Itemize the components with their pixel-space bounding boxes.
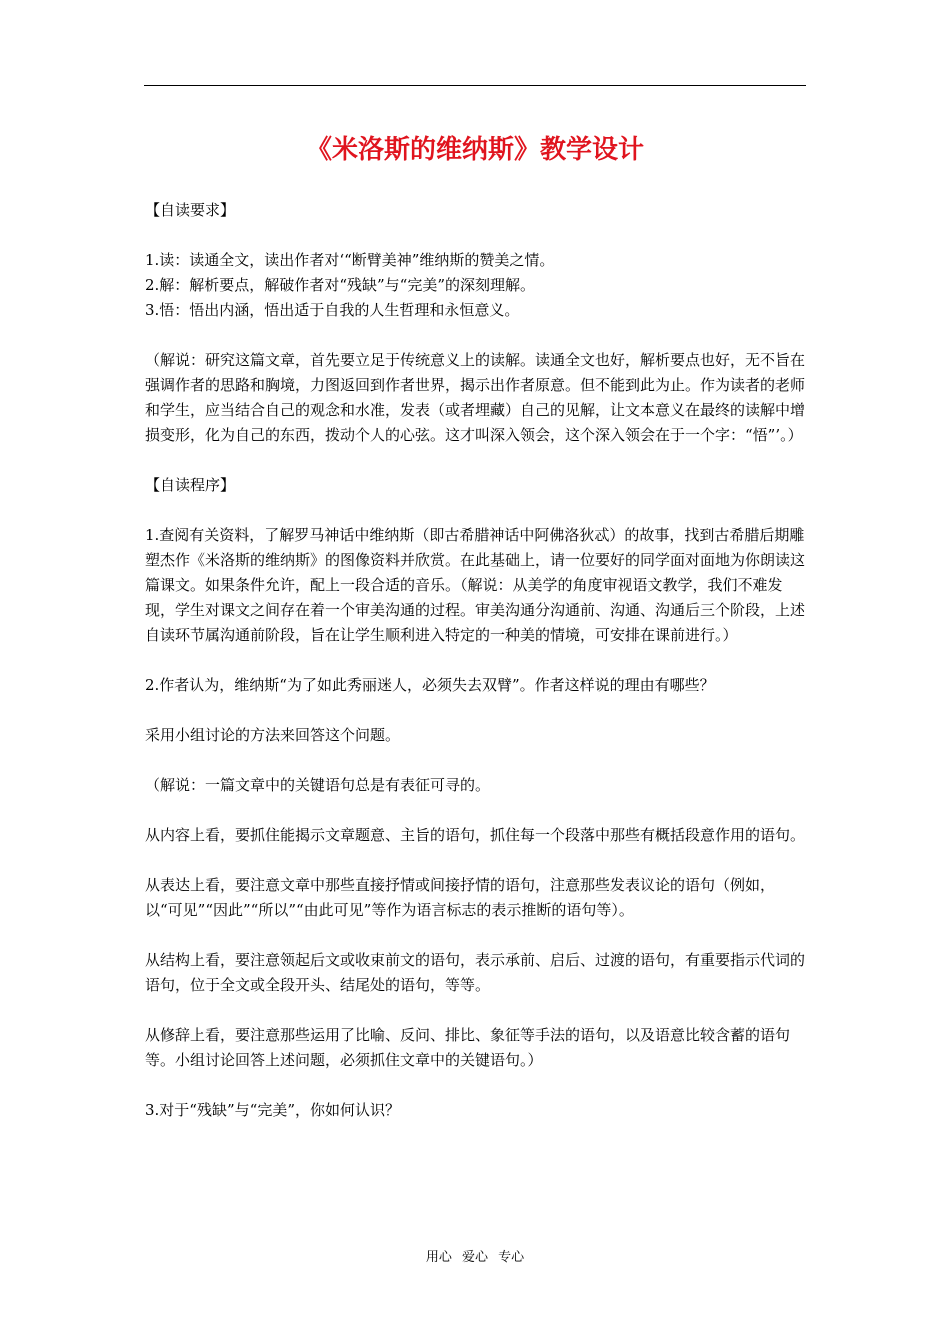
section-heading-requirements: 【自读要求】: [145, 201, 236, 219]
procedure-step-2-note-expression: 从表达上看，要注意文章中那些直接抒情或间接抒情的语句，注意那些发表议论的语句（例如，以“可见”“因此”“所以”“由此可见”等作为语言标志的表示推断的语句等）。: [145, 876, 776, 919]
procedure-step-3: 3.对于“残缺”与“完美”，你如何认识？: [145, 1101, 400, 1119]
procedure-step-2-note-content: 从内容上看，要抓住能揭示文章题意、主旨的语句，抓住每一个段落中那些有概括段意作用的语句。: [145, 826, 806, 844]
requirement-comprehend: 3.悟：悟出内涵，悟出适于自我的人生哲理和永恒意义。: [145, 301, 520, 319]
procedure-step-2: 2.作者认为，维纳斯“为了如此秀丽迷人，必须失去双臂”。作者这样说的理由有哪些？: [145, 676, 715, 694]
section-heading-procedure: 【自读程序】: [145, 476, 236, 494]
procedure-step-2-note-intro: （解说：一篇文章中的关键语句总是有表征可寻的。: [145, 776, 491, 794]
procedure-step-2-note-structure: 从结构上看，要注意领起后文或收束前文的语句，表示承前、启后、过渡的语句，有重要指示代词的语句，位于全文或全段开头、结尾处的语句，等等。: [145, 951, 806, 994]
procedure-step-2-note-rhetoric: 从修辞上看，要注意那些运用了比喻、反问、排比、象征等手法的语句，以及语意比较含蓄的语句等。小组讨论回答上述问题，必须抓住文章中的关键语句。）: [145, 1026, 791, 1069]
document-body: [145, 198, 809, 1148]
procedure-step-1: 1.查阅有关资料，了解罗马神话中维纳斯（即古希腊神话中阿佛洛狄忒）的故事，找到古希腊后期雕塑杰作《米洛斯的维纳斯》的图像资料并欣赏。在此基础上，请一位要好的同学面对面地为你朗读这篇课文。如果条件允许，配上一段合适的音乐。（解说：从美学的角度审视语文教学，我们不难发现，学生对课文之间存在着一个审美沟通的过程。审美沟通分沟通前、沟通、沟通后三个阶段，上述自读环节属沟通前阶段，旨在让学生顺利进入特定的一种美的情境，可安排在课前进行。）: [145, 526, 806, 644]
header-rule: [144, 85, 806, 86]
requirement-analyze: 2.解：解析要点，解破作者对“残缺”与“完美”的深刻理解。: [145, 276, 535, 294]
requirements-note: （解说：研究这篇文章，首先要立足于传统意义上的读解。读通全文也好，解析要点也好，无不旨在强调作者的思路和胸境，力图返回到作者世界，揭示出作者原意。但不能到此为止。作为读者的老师和学生，应当结合自己的观念和水准，发表（或者埋藏）自己的见解，让文本意义在最终的读解中增损变形，化为自己的东西，拨动个人的心弦。这才叫深入领会，这个深入领会在于一个字：“悟”’。）: [145, 351, 806, 444]
document-title: 《米洛斯的维纳斯》教学设计: [305, 135, 644, 165]
procedure-step-2-method: 采用小组讨论的方法来回答这个问题。: [145, 726, 401, 744]
page-footer: 用心 爱心 专心: [425, 1250, 525, 1265]
requirement-read: 1.读：读通全文，读出作者对‘“断臂美神”维纳斯的赞美之情。: [145, 251, 555, 269]
